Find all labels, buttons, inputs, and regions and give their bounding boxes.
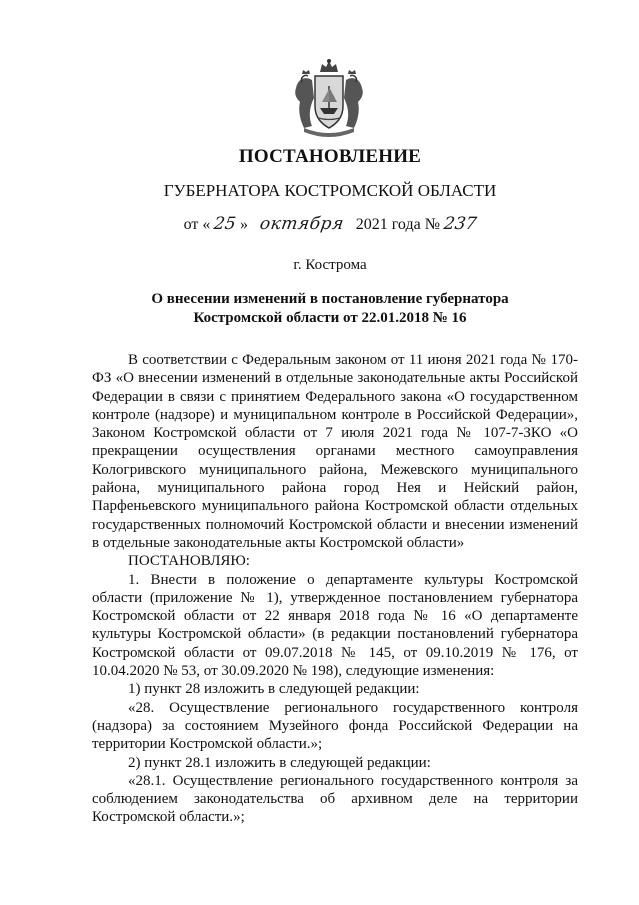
city-name: г. Кострома bbox=[293, 257, 367, 273]
preamble-paragraph: В соответствии с Федеральным законом от 11 июня 2021 года № 170-ФЗ «О внесении изменений в отдельные законодательные акты Российской Федерации в связи с принятием Федерального закона «О государственном контроле (надзоре) и муниципальном контроле в Российской Федерации», Законом Костромской области от 7 июля 2021 года № 107-7-ЗКО «О прекращении осуществления органами местного самоуправления Кологривского муниципального района, Межевского муниципального района, муниципального района город Нея и Нейский район, Парфеньевского муниципального района Костромской области отдельных государственных полномочий Костромской области и внесении изменений в отдельные законодательные акты Костромской области» bbox=[92, 352, 578, 551]
document-heading bbox=[120, 290, 540, 328]
document-body bbox=[92, 351, 578, 827]
year-text: 2021 года № bbox=[355, 216, 440, 233]
subitem-1: 1) пункт 28 изложить в следующей редакции: bbox=[128, 681, 420, 698]
resolve-line: ПОСТАНОВЛЯЮ: bbox=[128, 553, 250, 570]
date-separator: » bbox=[239, 216, 248, 233]
document-title: ПОСТАНОВЛЕНИЕ bbox=[238, 146, 422, 167]
handwritten-number: 237 bbox=[442, 214, 478, 234]
heading-line-1: О внесении изменений в постановление губернатора bbox=[151, 291, 509, 307]
handwritten-day: 25 bbox=[212, 214, 238, 234]
date-prefix: от « bbox=[183, 216, 211, 233]
subitem-2: 2) пункт 28.1 изложить в следующей редакции: bbox=[128, 754, 431, 771]
date-number-line bbox=[0, 214, 639, 234]
issuer-subtitle: ГУБЕРНАТОРА КОСТРОМСКОЙ ОБЛАСТИ bbox=[163, 181, 497, 200]
handwritten-month: октября bbox=[258, 214, 346, 234]
kostroma-coat-of-arms-icon bbox=[290, 58, 368, 138]
item-1-paragraph: 1. Внести в положение о департаменте культуры Костромской области (приложение № 1), утвержденное постановлением губернатора Костромской области от 22 января 2018 года № 16 «О департаменте культуры Костромской области» (в редакции постановлений губернатора Костромской области от 09.07.2018 № 145, от 09.10.2019 № 176, от 10.04.2020 № 53, от 30.09.2020 № 198), следующие изменения: bbox=[92, 571, 578, 680]
heading-line-2: Костромской области от 22.01.2018 № 16 bbox=[193, 310, 467, 326]
quote-28-1: «28.1. Осуществление регионального государственного контроля за соблюдением законодательства об архивном деле на территории Костромской области.»; bbox=[92, 772, 578, 826]
quote-28: «28. Осуществление регионального государственного контроля (надзора) за состоянием Музейного фонда Российской Федерации на территории Костромской области.»; bbox=[92, 699, 578, 753]
